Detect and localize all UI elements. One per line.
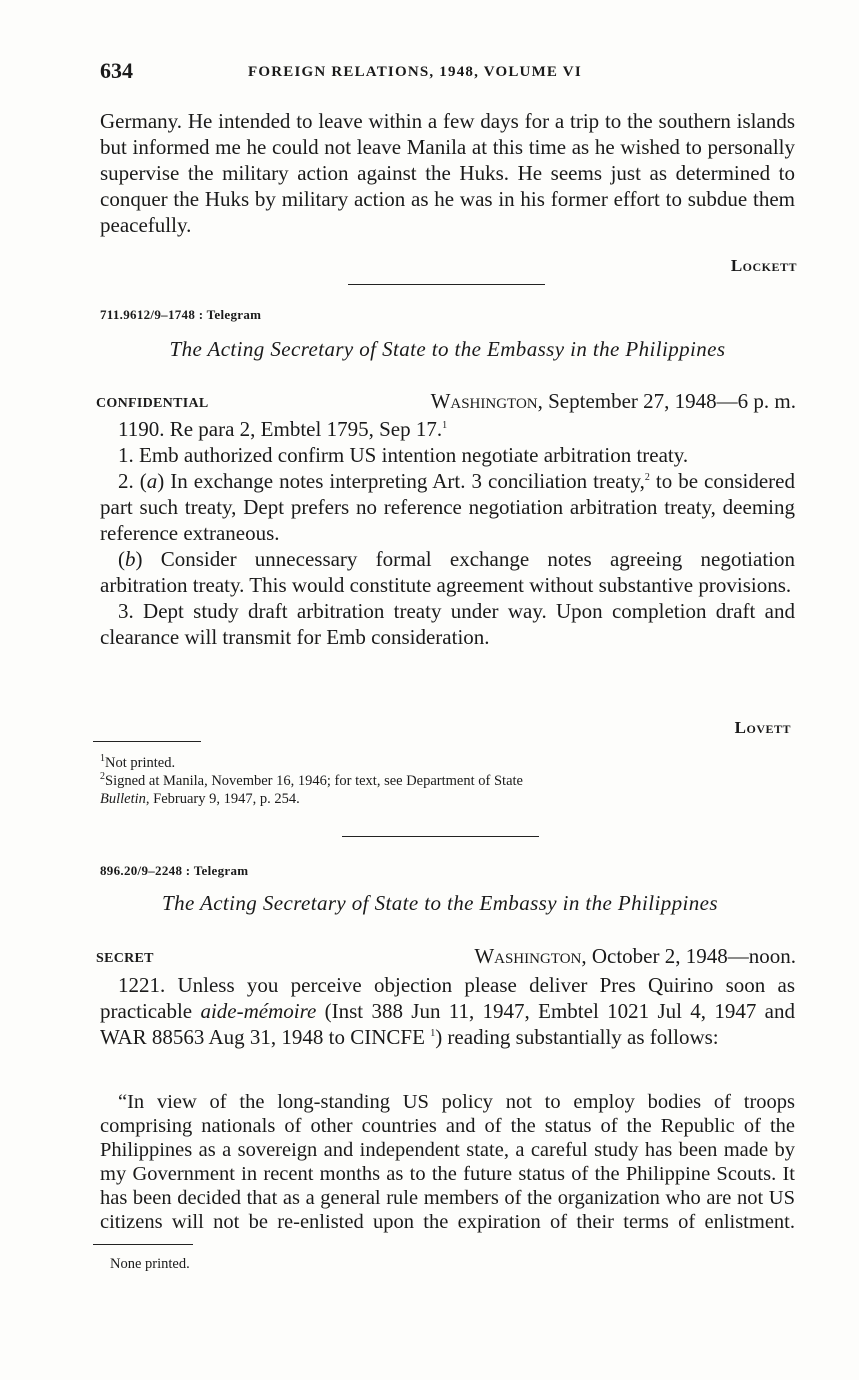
paragraph-2a-text: ) In exchange notes interpreting Art. 3 conciliation treaty, xyxy=(157,469,645,493)
page-header xyxy=(100,58,800,88)
paragraph-2a xyxy=(100,468,795,546)
classification-line xyxy=(96,386,796,414)
quote-paragraph: “In view of the long-standing US policy not to employ bodies of troops comprising nationals of other countries and of the status of the Republic of the Philippines as a sovereign and independent state, a careful study has been made by my Government in recent months as to the future status of the Philippine Scouts. It has been decided that as a general rule members of the organization who are not US citizens will not be re-enlisted upon the expiration of their terms of enlistment. xyxy=(100,1091,795,1233)
footnote-2-text: Signed at Manila, November 16, 1946; for text, see Department of State xyxy=(105,773,523,789)
carryover-text xyxy=(100,108,795,238)
telegram-opening xyxy=(100,972,795,1050)
footnote-2-bulletin: Bulletin xyxy=(100,791,146,807)
signature-lockett: Lockett xyxy=(730,256,797,275)
footnotes xyxy=(100,754,790,808)
file-reference: 896.20/9–2248 : Telegram xyxy=(100,863,249,878)
aide-memoire-quote xyxy=(100,1090,795,1234)
dateline-date: , September 27, 1948—6 p. m. xyxy=(537,389,796,413)
paragraph-2b xyxy=(100,546,795,598)
running-head: FOREIGN RELATIONS, 1948, VOLUME VI xyxy=(248,64,582,80)
carryover-paragraph: Germany. He intended to leave within a few days for a trip to the southern islands but informed me he could not leave Manila at this time as he wished to personally supervise the military action against the Huks. He seems just as determined to conquer the Huks by military action as he was in his former effort to subdue them peacefully. xyxy=(100,109,795,237)
footnote-none-printed: None printed. xyxy=(110,1256,190,1272)
opening-text-end: ) reading substantially as follows: xyxy=(435,1025,719,1049)
footnote-1-text: Not printed. xyxy=(105,755,176,771)
file-reference: 711.9612/9–1748 : Telegram xyxy=(100,307,262,322)
footnote-1 xyxy=(100,754,790,772)
dateline-date: , October 2, 1948—noon. xyxy=(581,944,796,968)
footnote-mark: 2 xyxy=(100,771,105,783)
telegram-body xyxy=(100,416,795,650)
page-number: 634 xyxy=(100,58,133,83)
footnotes xyxy=(110,1255,800,1273)
paragraph-2b-text: ) Consider unnecessary formal exchange notes agreeing negotiation arbitration treaty. This would constitute agreement without substantive provisions. xyxy=(100,547,795,597)
dateline xyxy=(474,944,796,969)
classification-line xyxy=(96,941,796,969)
aide-memoire-term: aide-mémoire xyxy=(200,999,317,1023)
telegram-body xyxy=(100,972,795,1050)
paragraph-1: 1. Emb authorized confirm US intention negotiate arbitration treaty. xyxy=(118,443,689,467)
section-divider xyxy=(348,284,545,285)
opening-text: 1221. Unless you perceive objection please deliver Pres Quirino soon as practicable xyxy=(100,973,795,1023)
dateline-place: Washington xyxy=(430,389,538,413)
footnote-2 xyxy=(100,772,790,808)
opening-text-mid: (Inst 388 Jun 11, 1947, Embtel 1021 Jul 4, 1947 and WAR 88563 Aug 31, 1948 to CINCFE xyxy=(100,999,795,1049)
footnote-rule xyxy=(93,1244,193,1245)
document-title: The Acting Secretary of State to the Embassy in the Philippines xyxy=(169,337,726,361)
signature-lovett: Lovett xyxy=(734,718,791,737)
telegram-opening xyxy=(100,416,795,442)
footnote-ref: 2 xyxy=(644,472,650,483)
footnote-mark: 1 xyxy=(100,753,105,765)
paragraph-2a-prefix: 2. ( xyxy=(118,469,147,493)
classification-label: CONFIDENTIAL xyxy=(96,396,209,411)
section-divider xyxy=(342,836,539,837)
paragraph-2b-prefix: ( xyxy=(118,547,125,571)
paragraph-3: 3. Dept study draft arbitration treaty under way. Upon completion draft and clearance will transmit for Emb consideration. xyxy=(100,599,795,649)
footnote-2-rest: , February 9, 1947, p. 254. xyxy=(145,791,300,807)
opening-text: 1190. Re para 2, Embtel 1795, Sep 17. xyxy=(118,417,443,441)
document-title: The Acting Secretary of State to the Embassy in the Philippines xyxy=(162,891,718,915)
dateline xyxy=(431,389,796,414)
footnote-rule xyxy=(93,741,201,742)
paragraph-2a-rest: to be considered part such treaty, Dept prefers no reference negotiation arbitration treaty, deeming reference extraneous. xyxy=(100,469,795,545)
paragraph-2a-letter: a xyxy=(146,469,158,493)
footnote-ref: 1 xyxy=(442,420,448,431)
footnote-ref: 1 xyxy=(430,1028,436,1039)
dateline-place: Washington xyxy=(474,944,582,968)
paragraph-2b-letter: b xyxy=(125,547,136,571)
classification-label: SECRET xyxy=(96,951,154,966)
